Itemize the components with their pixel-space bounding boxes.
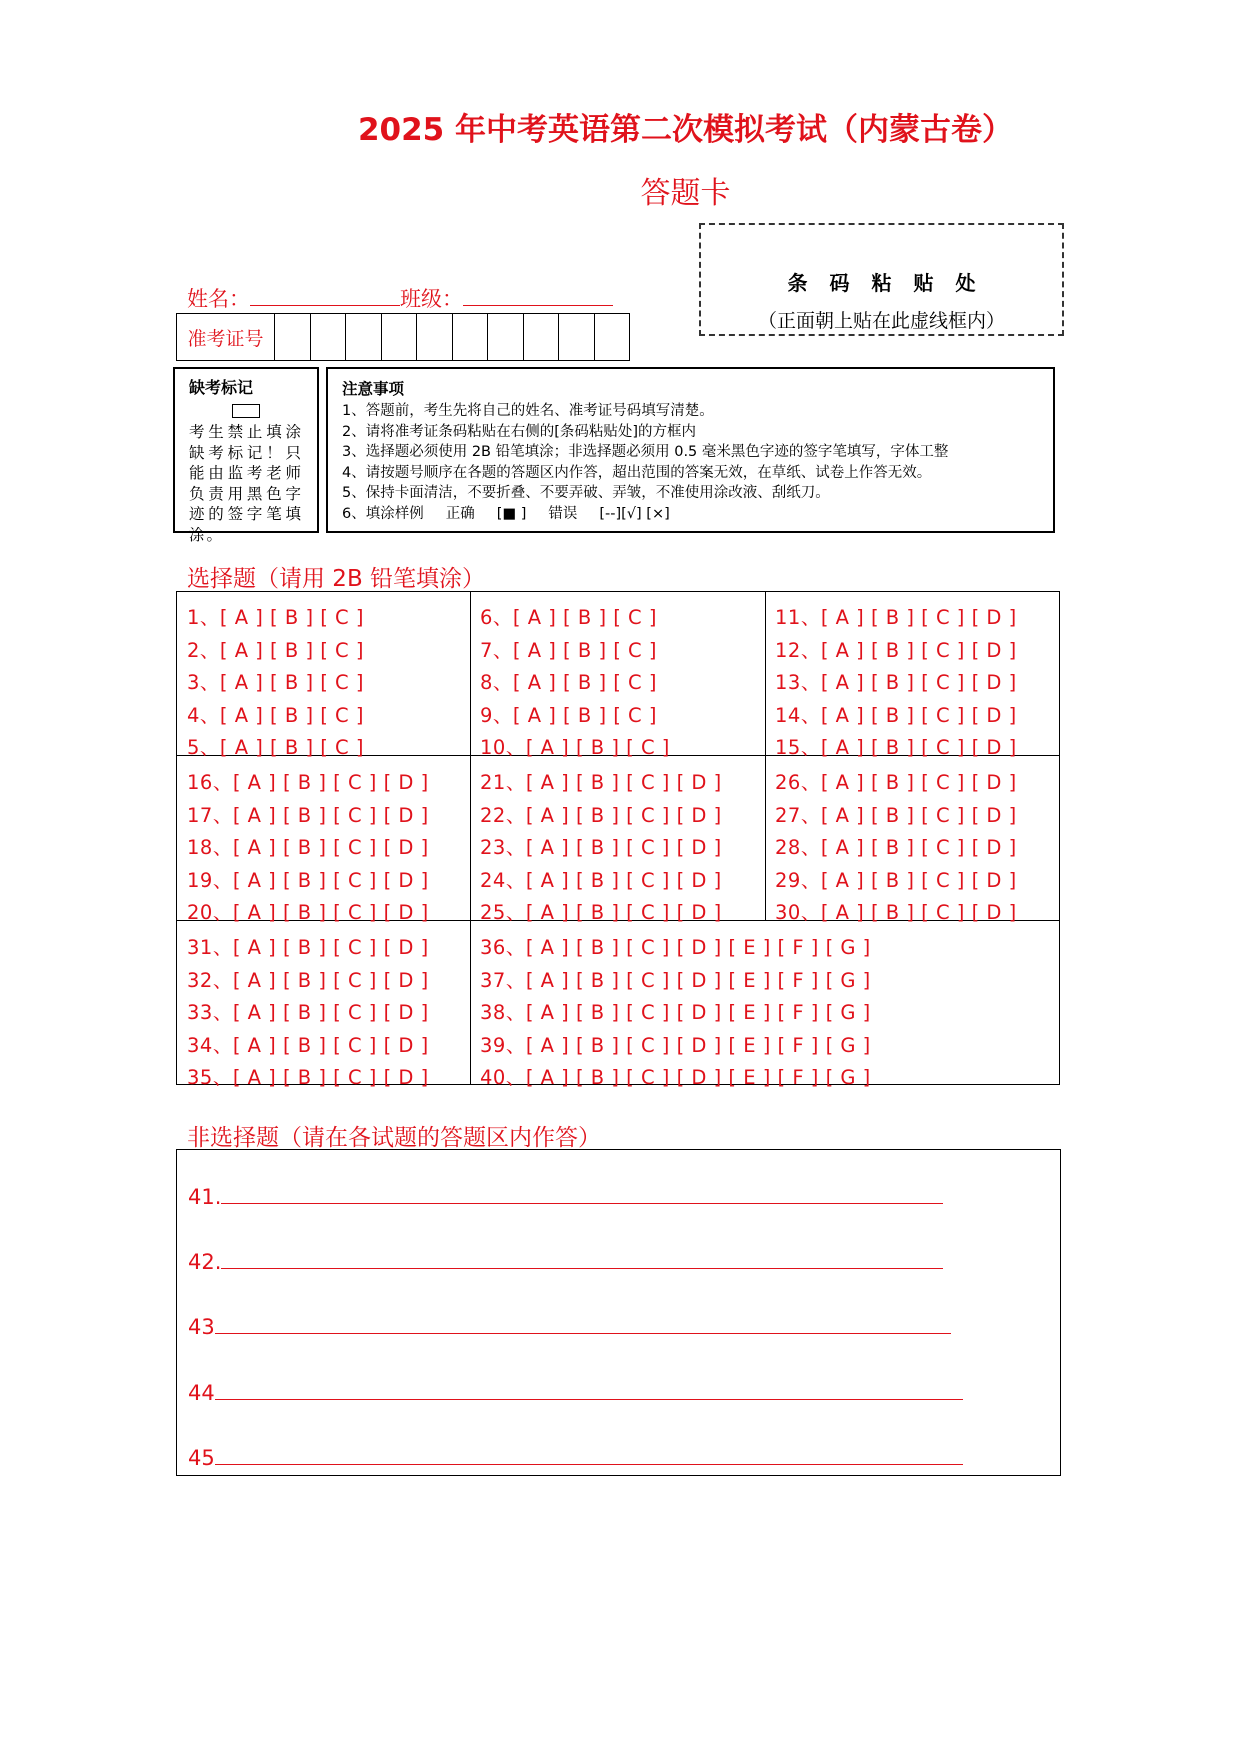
absent-mark-panel [173, 367, 319, 544]
mc-question[interactable]: 26、[ A ] [ B ] [ C ] [ D ] [775, 771, 1017, 794]
mc-question[interactable]: 32、[ A ] [ B ] [ C ] [ D ] [187, 968, 429, 992]
mc-question[interactable]: 34、[ A ] [ B ] [ C ] [ D ] [187, 1033, 429, 1057]
mc-question[interactable]: 5、[ A ] [ B ] [ C ] [187, 736, 364, 760]
notes-panel [326, 367, 1055, 533]
mc-question[interactable]: 18、[ A ] [ B ] [ C ] [ D ] [187, 836, 429, 860]
correct-mark: [■ ] [496, 505, 527, 522]
student-info-row [187, 283, 613, 313]
exam-id-cell[interactable] [382, 314, 418, 360]
notes-item: 1、答题前，考生先将自己的姓名、准考证号码填写清楚。 [342, 403, 714, 419]
exam-id-grid [176, 313, 630, 361]
mc-question[interactable]: 36、[ A ] [ B ] [ C ] [ D ] [ E ] [ F ] [ G ] [480, 936, 871, 959]
mc-question[interactable]: 11、[ A ] [ B ] [ C ] [ D ] [775, 606, 1017, 629]
exam-id-cell[interactable] [417, 314, 453, 360]
question-number: 44 [188, 1381, 215, 1405]
barcode-area[interactable] [699, 223, 1064, 336]
exam-id-cell[interactable] [524, 314, 560, 360]
mc-question[interactable]: 21、[ A ] [ B ] [ C ] [ D ] [480, 771, 722, 794]
mc-question[interactable]: 7、[ A ] [ B ] [ C ] [480, 638, 657, 662]
wrong-mark: [--][√] [×] [599, 505, 670, 522]
mc-question[interactable]: 38、[ A ] [ B ] [ C ] [ D ] [ E ] [ F ] [ G ] [480, 1001, 871, 1025]
mc-question[interactable]: 14、[ A ] [ B ] [ C ] [ D ] [775, 703, 1017, 727]
mc-question[interactable]: 9、[ A ] [ B ] [ C ] [480, 703, 657, 727]
written-question[interactable] [188, 1248, 943, 1274]
mc-question[interactable]: 23、[ A ] [ B ] [ C ] [ D ] [480, 836, 722, 860]
question-number: 42. [188, 1250, 222, 1274]
exam-id-cell[interactable] [453, 314, 489, 360]
mc-question[interactable]: 24、[ A ] [ B ] [ C ] [ D ] [480, 868, 722, 892]
answer-line[interactable] [215, 1379, 963, 1400]
written-question[interactable] [188, 1313, 951, 1339]
mc-question[interactable]: 17、[ A ] [ B ] [ C ] [ D ] [187, 803, 429, 827]
notes-item: 4、请按题号顺序在各题的答题区内作答，超出范围的答案无效，在草纸、试卷上作答无效。 [342, 464, 932, 481]
mc-question[interactable]: 31、[ A ] [ B ] [ C ] [ D ] [187, 936, 429, 959]
exam-id-cell[interactable] [275, 314, 311, 360]
sample-label: 6、填涂样例 [342, 505, 424, 522]
question-number: 41. [188, 1185, 222, 1209]
mc-question[interactable]: 13、[ A ] [ B ] [ C ] [ D ] [775, 671, 1017, 695]
mc-question[interactable]: 30、[ A ] [ B ] [ C ] [ D ] [775, 901, 1017, 925]
written-answer-area [176, 1149, 1061, 1476]
written-question[interactable] [188, 1444, 963, 1470]
mc-question[interactable]: 19、[ A ] [ B ] [ C ] [ D ] [187, 868, 429, 892]
answer-line[interactable] [215, 1444, 963, 1465]
written-question[interactable] [188, 1379, 963, 1405]
class-label: 班级： [400, 287, 463, 311]
written-section-title: 非选择题（请在各试题的答题区内作答） [187, 1125, 601, 1151]
barcode-hint: （正面朝上贴在此虚线框内） [757, 310, 1005, 332]
answer-line[interactable] [221, 1183, 943, 1204]
mc-question[interactable]: 8、[ A ] [ B ] [ C ] [480, 671, 657, 695]
mc-question[interactable]: 39、[ A ] [ B ] [ C ] [ D ] [ E ] [ F ] [ G ] [480, 1033, 871, 1057]
absent-checkbox[interactable] [232, 404, 260, 418]
notes-title: 注意事项 [342, 380, 405, 398]
barcode-label: 条码粘贴处 [787, 271, 998, 295]
notes-item: 3、选择题必须使用 2B 铅笔填涂；非选择题必须用 0.5 毫米黑色字迹的签字笔填写，字体工整 [342, 444, 949, 460]
absent-text: 考生禁止填涂缺考标记！只能由监考老师负责用黑色字迹的签字笔填涂。 [189, 423, 303, 544]
mc-question[interactable]: 28、[ A ] [ B ] [ C ] [ D ] [775, 836, 1017, 860]
notes-sample-row [342, 504, 1039, 525]
exam-id-cell[interactable] [488, 314, 524, 360]
page-title: 2025 年中考英语第二次模拟考试（内蒙古卷） [357, 112, 1014, 148]
name-label: 姓名： [187, 287, 250, 311]
page-subtitle: 答题卡 [640, 176, 731, 211]
mc-question[interactable]: 3、[ A ] [ B ] [ C ] [187, 671, 364, 695]
mc-question[interactable]: 6、[ A ] [ B ] [ C ] [480, 606, 657, 629]
mc-question[interactable]: 20、[ A ] [ B ] [ C ] [ D ] [187, 901, 429, 925]
answer-line[interactable] [215, 1313, 951, 1334]
mc-question[interactable]: 40、[ A ] [ B ] [ C ] [ D ] [ E ] [ F ] [ G ] [480, 1066, 871, 1090]
correct-label: 正确 [445, 505, 475, 522]
mc-question[interactable]: 35、[ A ] [ B ] [ C ] [ D ] [187, 1066, 429, 1090]
exam-id-cell[interactable] [311, 314, 347, 360]
wrong-label: 错误 [548, 505, 578, 522]
question-number: 45 [188, 1446, 215, 1470]
written-question[interactable] [188, 1183, 943, 1209]
answer-line[interactable] [221, 1248, 943, 1269]
mc-section-title: 选择题（请用 2B 铅笔填涂） [187, 566, 486, 592]
exam-id-cell[interactable] [346, 314, 382, 360]
absent-title: 缺考标记 [189, 378, 254, 397]
mc-question[interactable]: 15、[ A ] [ B ] [ C ] [ D ] [775, 736, 1017, 760]
mc-question[interactable]: 4、[ A ] [ B ] [ C ] [187, 703, 364, 727]
mc-question[interactable]: 1、[ A ] [ B ] [ C ] [187, 606, 364, 629]
name-field[interactable] [250, 285, 400, 306]
mc-question[interactable]: 25、[ A ] [ B ] [ C ] [ D ] [480, 901, 722, 925]
mc-question[interactable]: 2、[ A ] [ B ] [ C ] [187, 638, 364, 662]
mc-question[interactable]: 22、[ A ] [ B ] [ C ] [ D ] [480, 803, 722, 827]
class-field[interactable] [463, 285, 613, 306]
exam-id-cell[interactable] [559, 314, 595, 360]
mc-question[interactable]: 27、[ A ] [ B ] [ C ] [ D ] [775, 803, 1017, 827]
mc-question[interactable]: 10、[ A ] [ B ] [ C ] [480, 736, 670, 760]
grid-divider [470, 592, 471, 1084]
mc-question[interactable]: 29、[ A ] [ B ] [ C ] [ D ] [775, 868, 1017, 892]
notes-item: 5、保持卡面清洁，不要折叠、不要弄破、弄皱，不准使用涂改液、刮纸刀。 [342, 485, 830, 501]
mc-question[interactable]: 37、[ A ] [ B ] [ C ] [ D ] [ E ] [ F ] [ G ] [480, 968, 871, 992]
notes-item: 2、请将准考证条码粘贴在右侧的[条码粘贴处]的方框内 [342, 423, 697, 440]
mc-question[interactable]: 16、[ A ] [ B ] [ C ] [ D ] [187, 771, 429, 794]
mc-question[interactable]: 33、[ A ] [ B ] [ C ] [ D ] [187, 1001, 429, 1025]
mc-answer-grid [176, 591, 1060, 1090]
mc-question[interactable]: 12、[ A ] [ B ] [ C ] [ D ] [775, 638, 1017, 662]
question-number: 43 [188, 1315, 215, 1339]
exam-id-cell[interactable] [595, 314, 630, 360]
grid-divider [765, 592, 766, 920]
exam-id-label: 准考证号 [177, 314, 275, 360]
